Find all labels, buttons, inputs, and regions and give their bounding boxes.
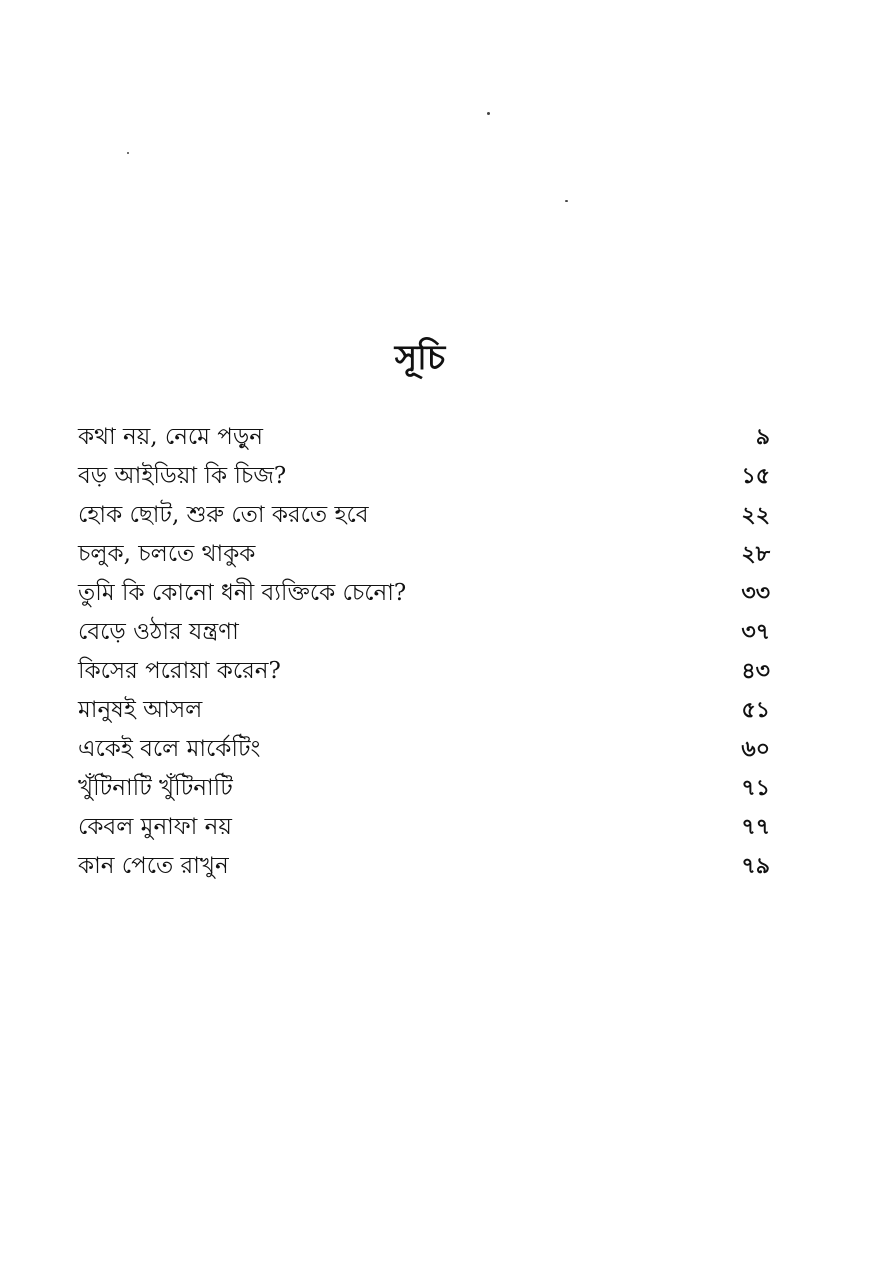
- toc-entry-page: ২৮: [741, 541, 770, 567]
- toc-entry: [78, 808, 770, 847]
- toc-entry: [78, 574, 770, 613]
- toc-entry: [78, 730, 770, 769]
- toc-entry-title: খুঁটিনাটি খুঁটিনাটি: [78, 775, 233, 801]
- toc-entry-page: ৯: [755, 424, 770, 450]
- toc-entry-page: ৭৭: [741, 814, 770, 840]
- toc-entry-page: ৩৩: [741, 580, 770, 606]
- toc-entry-title: চলুক, চলতে থাকুক: [78, 541, 256, 567]
- toc-entry: [78, 691, 770, 730]
- toc-entry: [78, 613, 770, 652]
- toc-heading: সূচি: [394, 338, 446, 378]
- toc-entry: [78, 418, 770, 457]
- toc-entry: [78, 847, 770, 886]
- toc-entry-title: মানুষই আসল: [78, 697, 203, 723]
- toc-entry-page: ৩৭: [741, 619, 770, 645]
- toc-entry-title: একেই বলে মার্কেটিং: [78, 736, 261, 762]
- toc-entry-title: বেড়ে ওঠার যন্ত্রণা: [78, 619, 239, 645]
- toc-entry-page: ৫১: [741, 697, 770, 723]
- toc-entry: [78, 457, 770, 496]
- toc-entry-page: ৭৯: [741, 853, 770, 879]
- toc-entry: [78, 496, 770, 535]
- toc-entry-page: ১৫: [741, 463, 770, 489]
- toc-entry-title: বড় আইডিয়া কি চিজ?: [78, 463, 287, 489]
- print-speck: [487, 112, 490, 115]
- toc-entry: [78, 652, 770, 691]
- toc-entry-page: ৪৩: [741, 658, 770, 684]
- toc-entry-title: কান পেতে রাখুন: [78, 853, 229, 879]
- print-speck: [565, 200, 568, 202]
- toc-entry: [78, 769, 770, 808]
- toc-entry-title: হোক ছোট, শুরু তো করতে হবে: [78, 502, 369, 528]
- toc-list: [78, 418, 770, 886]
- print-speck: [127, 152, 129, 154]
- toc-entry-page: ২২: [741, 502, 770, 528]
- toc-entry: [78, 535, 770, 574]
- toc-entry-title: কেবল মুনাফা নয়: [78, 814, 232, 840]
- toc-entry-page: ৬০: [741, 736, 770, 762]
- toc-entry-page: ৭১: [741, 775, 770, 801]
- toc-entry-title: কথা নয়, নেমে পড়ুন: [78, 424, 264, 450]
- toc-entry-title: তুমি কি কোনো ধনী ব্যক্তিকে চেনো?: [78, 580, 407, 606]
- toc-entry-title: কিসের পরোয়া করেন?: [78, 658, 281, 684]
